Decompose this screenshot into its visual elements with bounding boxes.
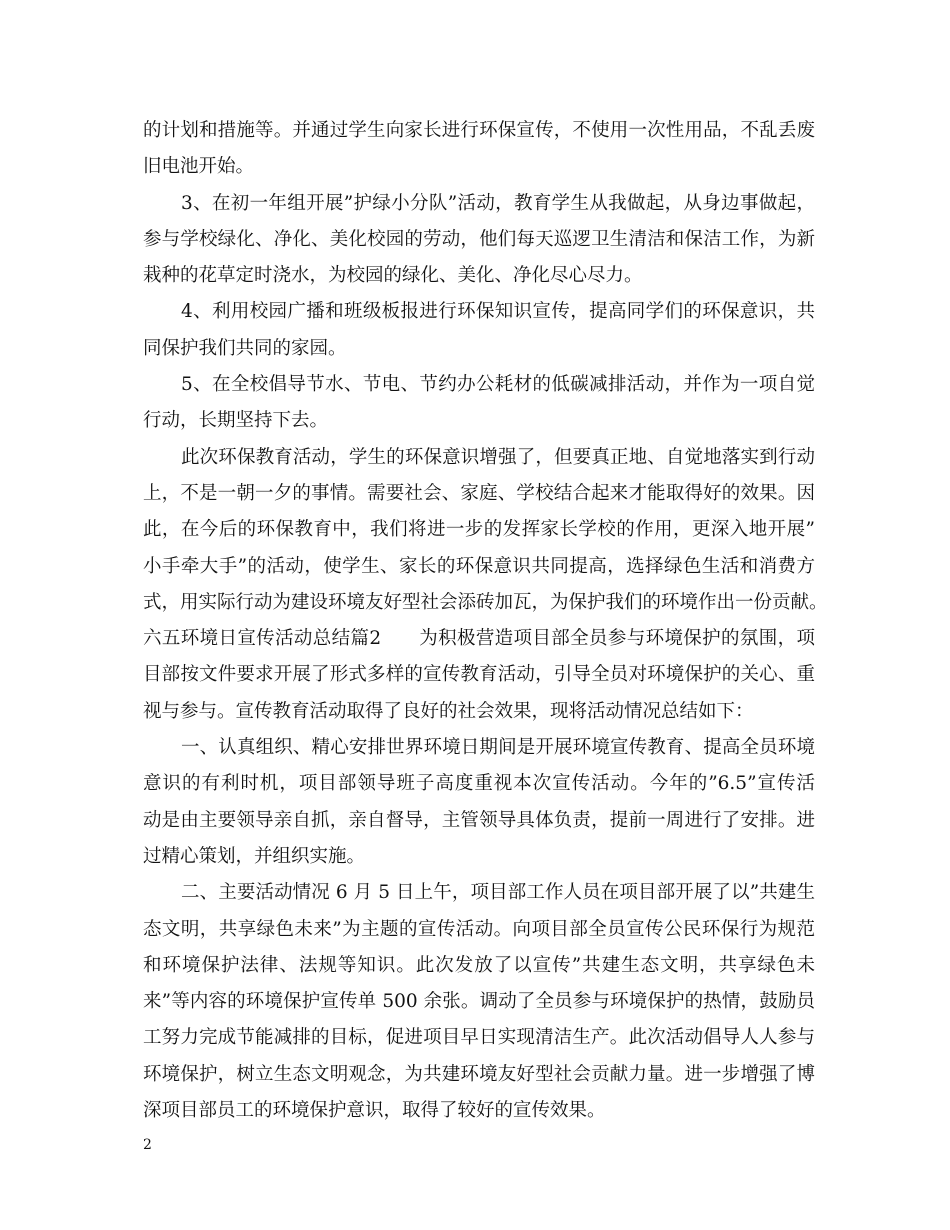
text-line: 意识的有利时机，项目部领导班子高度重视本次宣传活动。今年的”6.5”宣传活 — [143, 773, 815, 795]
text-line: 态文明，共享绿色未来”为主题的宣传活动。向项目部全员宣传公民环保行为规范 — [143, 918, 815, 940]
text-line: 此次环保教育活动，学生的环保意识增强了，但要真正地、自觉地落实到行动 — [181, 446, 815, 468]
text-line: 的计划和措施等。并通过学生向家长进行环保宣传，不使用一次性用品，不乱丢废 — [143, 120, 815, 141]
text-line: 一、认真组织、精心安排世界环境日期间是开展环境宣传教育、提高全员环境 — [181, 737, 815, 759]
text-line: 动是由主要领导亲自抓，亲自督导，主管领导具体负责，提前一周进行了安排。进 — [143, 809, 815, 831]
text-line: 视与参与。宣传教育活动取得了良好的社会效果，现将活动情况总结如下： — [143, 700, 754, 722]
text-line: 工努力完成节能减排的目标，促进项目早日实现清洁生产。此次活动倡导人人参与 — [143, 1027, 815, 1049]
text-line: 和环境保护法律、法规等知识。此次发放了以宣传”共建生态文明，共享绿色未 — [143, 954, 815, 976]
section-heading-line: 六五环境日宣传活动总结篇2 为积极营造项目部全员参与环境保护的氛围，项 — [143, 628, 815, 650]
text-line: 旧电池开始。 — [143, 156, 255, 178]
text-line: 目部按文件要求开展了形式多样的宣传教育活动，引导全员对环境保护的关心、重 — [143, 664, 815, 686]
text-line: 此，在今后的环保教育中，我们将进一步的发挥家长学校的作用，更深入地开展” — [143, 519, 815, 541]
text-line: 过精心策划，并组织实施。 — [143, 845, 366, 867]
text-line: 式，用实际行动为建设环境友好型社会添砖加瓦，为保护我们的环境作出一份贡献。 — [143, 591, 828, 613]
text-line: 参与学校绿化、净化、美化校园的劳动，他们每天巡逻卫生清洁和保洁工作，为新 — [143, 228, 815, 250]
text-line: 环境保护，树立生态文明观念，为共建环境友好型社会贡献力量。进一步增强了博 — [143, 1063, 815, 1085]
text-line: 二、主要活动情况 6 月 5 日上午，项目部工作人员在项目部开展了以”共建生 — [181, 882, 815, 904]
text-line: 栽种的花草定时浇水，为校园的绿化、美化、净化尽心尽力。 — [143, 265, 643, 287]
page-number: 2 — [143, 1137, 152, 1153]
text-line: 同保护我们共同的家园。 — [143, 337, 347, 359]
text-line: 上，不是一朝一夕的事情。需要社会、家庭、学校结合起来才能取得好的效果。因 — [143, 482, 815, 504]
text-line: 5、在全校倡导节水、节电、节约办公耗材的低碳减排活动，并作为一项自觉 — [181, 374, 815, 396]
text-line: 小手牵大手”的活动，使学生、家长的环保意识共同提高，选择绿色生活和消费方 — [143, 555, 815, 577]
text-line: 来”等内容的环境保护宣传单 500 余张。调动了全员参与环境保护的热情，鼓励员 — [143, 991, 815, 1013]
text-line: 4、利用校园广播和班级板报进行环保知识宣传，提高同学们的环保意识，共 — [181, 301, 815, 323]
text-line: 3、在初一年组开展”护绿小分队”活动，教育学生从我做起，从身边事做起， — [181, 192, 815, 214]
text-line: 行动，长期坚持下去。 — [143, 410, 329, 432]
body-text — [143, 113, 828, 1129]
text-line: 深项目部员工的环境保护意识，取得了较好的宣传效果。 — [143, 1100, 606, 1122]
